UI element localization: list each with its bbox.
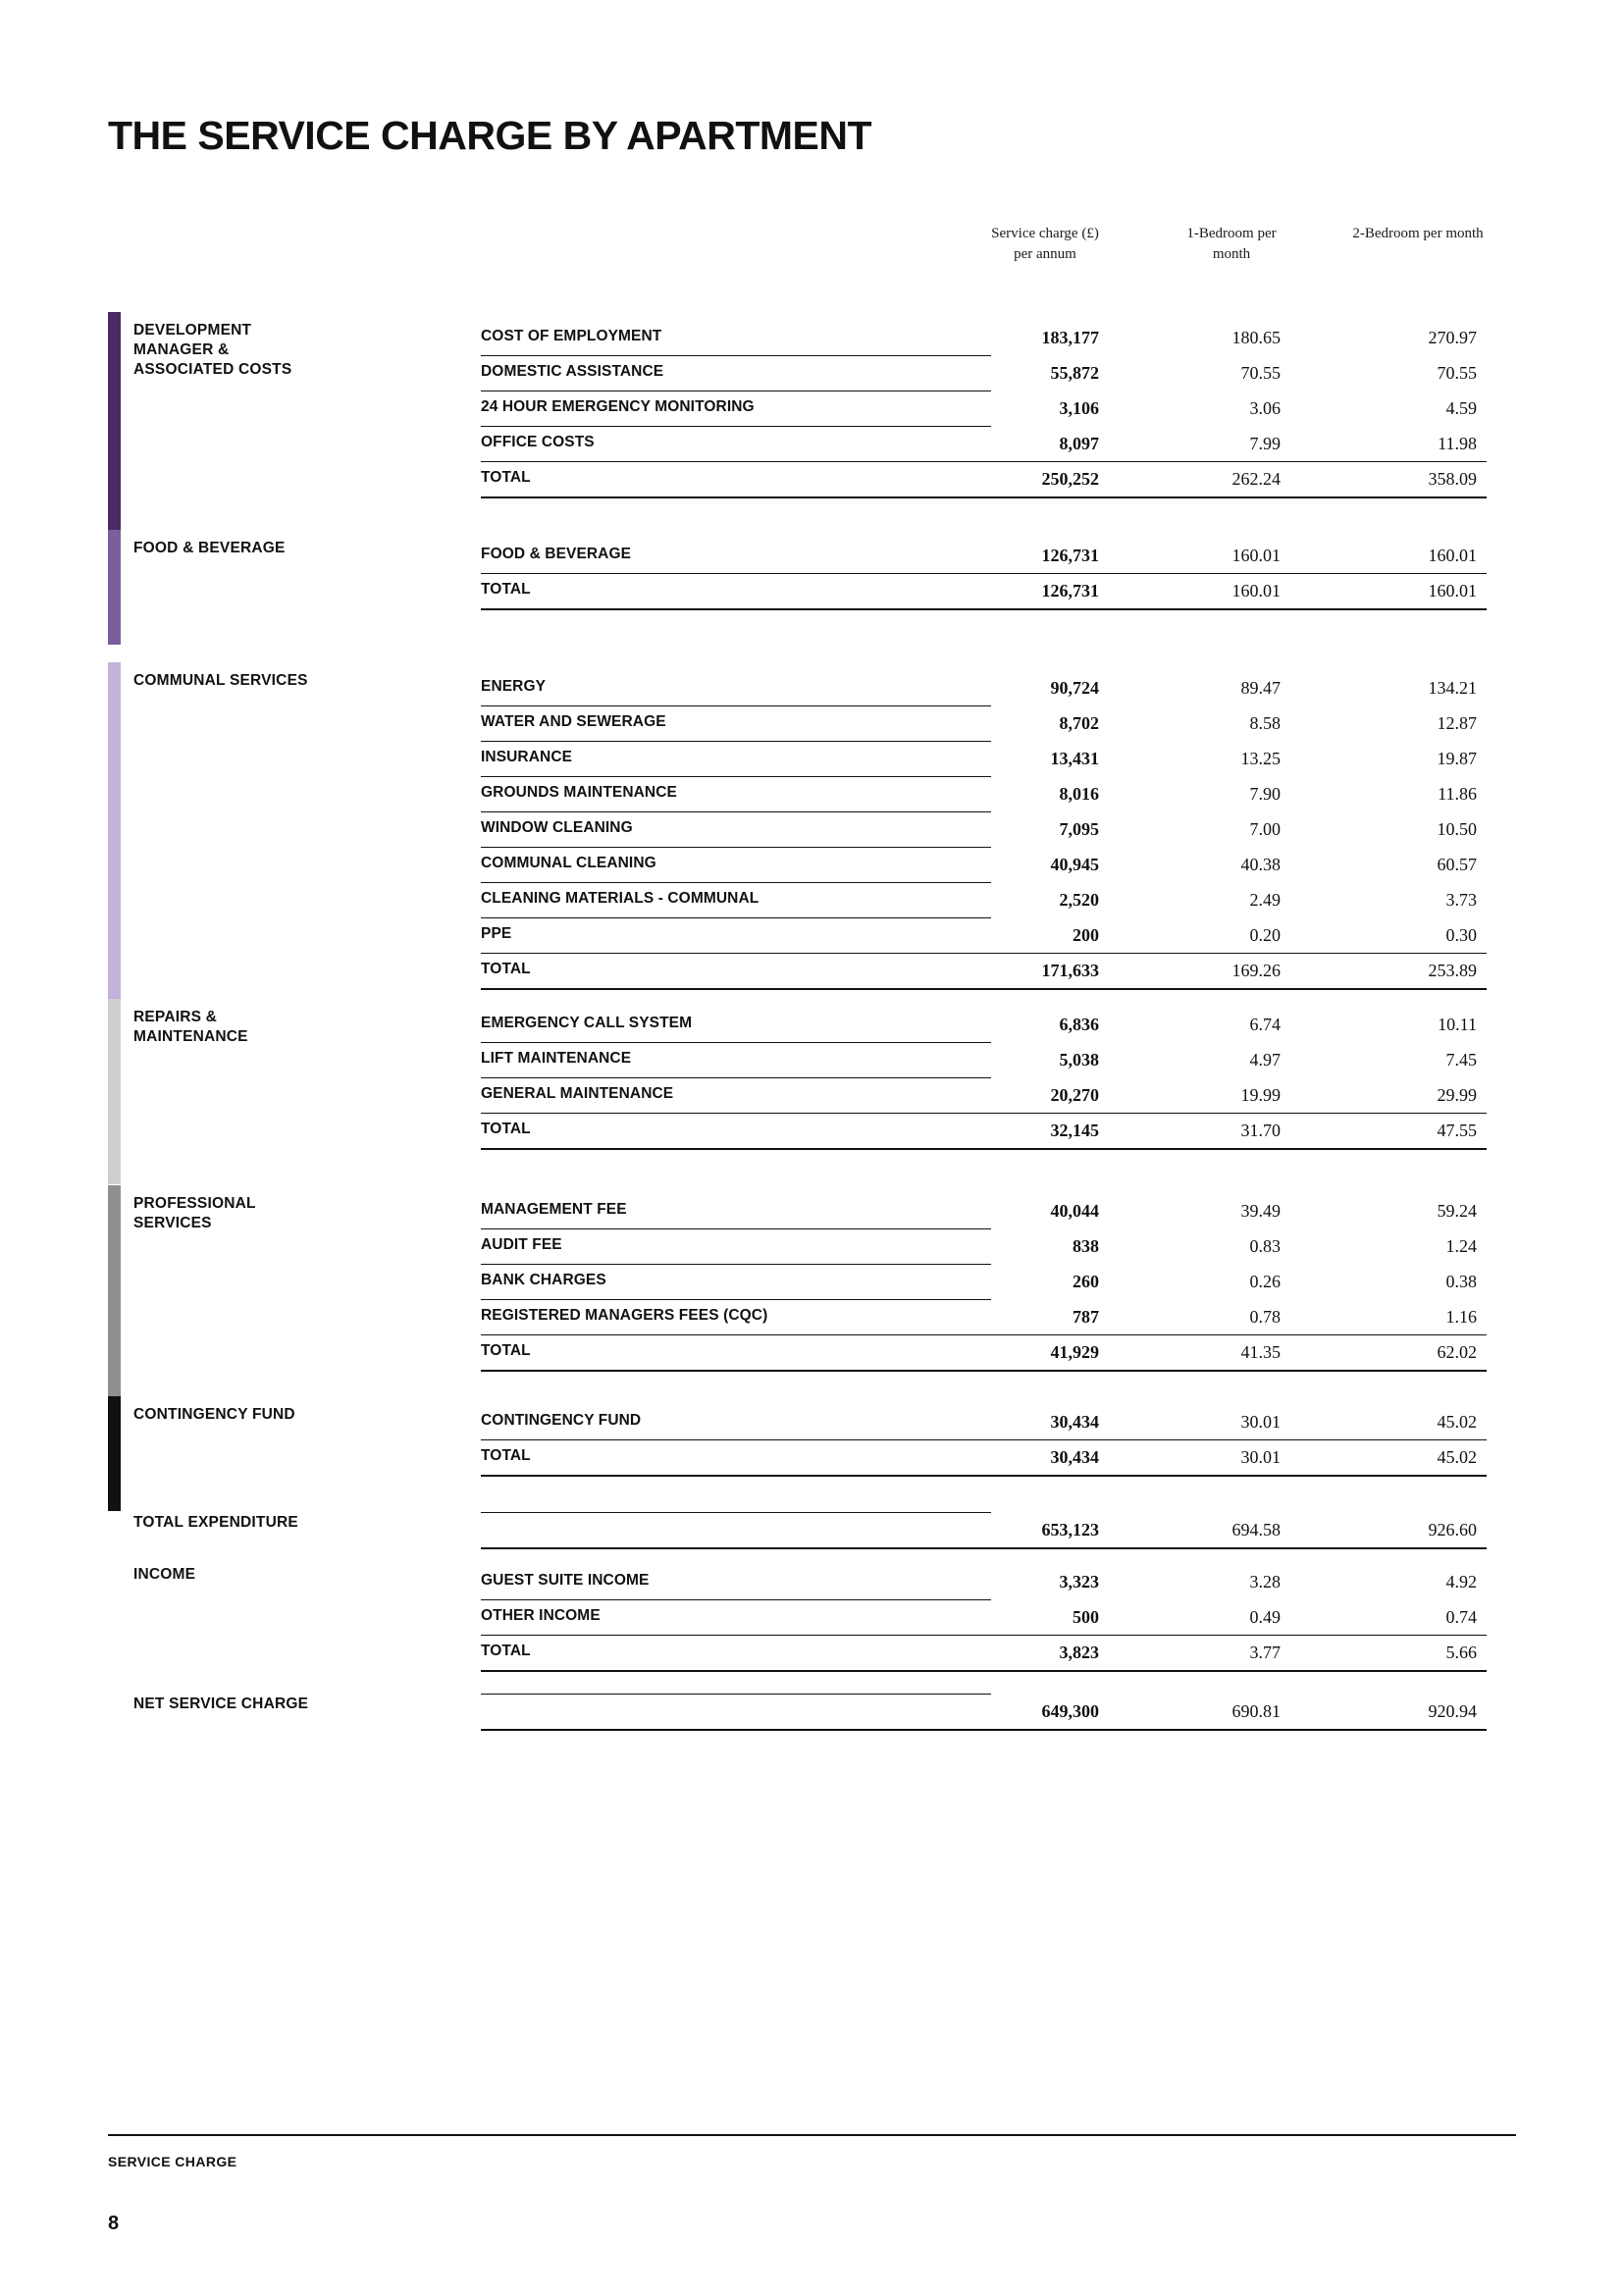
- group-label: CONTINGENCY FUND: [133, 1406, 295, 1423]
- row-rule: [481, 917, 991, 918]
- row-value-annum: 3,823: [1059, 1643, 1099, 1662]
- row-value-1bed: 169.26: [1231, 961, 1281, 980]
- row-value-annum: 8,702: [1059, 713, 1099, 733]
- row-rule: [481, 1599, 991, 1600]
- row-rule: [481, 1113, 1487, 1114]
- row-value-annum: 8,016: [1059, 784, 1099, 804]
- row-label: GROUNDS MAINTENANCE: [481, 784, 677, 801]
- row-rule: [481, 776, 991, 777]
- table-row: [481, 674, 1487, 709]
- row-value-1bed: 7.00: [1249, 819, 1281, 839]
- row-value-2bed: 3.73: [1445, 890, 1477, 910]
- row-value-2bed: 4.59: [1445, 398, 1477, 418]
- row-rule: [481, 847, 991, 848]
- row-value-annum: 838: [1073, 1236, 1099, 1256]
- row-label: TOTAL: [481, 1447, 531, 1464]
- row-value-1bed: 690.81: [1231, 1701, 1281, 1721]
- row-label: 24 HOUR EMERGENCY MONITORING: [481, 398, 755, 415]
- row-rule: [481, 355, 991, 356]
- row-value-annum: 20,270: [1050, 1085, 1099, 1105]
- row-rule: [481, 1547, 1487, 1549]
- row-value-2bed: 45.02: [1437, 1447, 1477, 1467]
- row-rule: [481, 1299, 991, 1300]
- table-row: [481, 359, 1487, 394]
- row-rule: [481, 1334, 1487, 1335]
- row-value-1bed: 7.90: [1249, 784, 1281, 804]
- row-label: PPE: [481, 925, 512, 942]
- row-rule: [481, 953, 1487, 954]
- row-label: INSURANCE: [481, 749, 573, 765]
- row-rule: [481, 882, 991, 883]
- table-row: [481, 1697, 1487, 1733]
- row-value-2bed: 160.01: [1428, 546, 1477, 565]
- group-rows: [481, 324, 1487, 500]
- table-row: [481, 780, 1487, 815]
- row-value-2bed: 12.87: [1437, 713, 1477, 733]
- row-value-2bed: 134.21: [1428, 678, 1477, 698]
- row-value-1bed: 180.65: [1231, 328, 1281, 347]
- row-value-annum: 126,731: [1041, 581, 1099, 600]
- table-row: [481, 1197, 1487, 1232]
- row-label: BANK CHARGES: [481, 1272, 606, 1288]
- row-value-1bed: 7.99: [1249, 434, 1281, 453]
- group-label: TOTAL EXPENDITURE: [133, 1514, 298, 1531]
- page-number: 8: [108, 2213, 120, 2234]
- row-rule: [481, 705, 991, 706]
- row-rule-top: [481, 1694, 991, 1695]
- row-rule: [481, 496, 1487, 498]
- row-rule: [481, 461, 1487, 462]
- group-label: COMMUNAL SERVICES: [133, 672, 308, 689]
- row-rule: [481, 988, 1487, 990]
- row-value-annum: 200: [1073, 925, 1099, 945]
- row-label: REGISTERED MANAGERS FEES (CQC): [481, 1307, 768, 1324]
- group-label: REPAIRS & MAINTENANCE: [133, 1009, 248, 1045]
- group-rows: [481, 674, 1487, 992]
- row-rule: [481, 1370, 1487, 1372]
- table-group: [0, 1568, 1624, 1674]
- row-value-2bed: 1.16: [1445, 1307, 1477, 1327]
- table-group: [0, 1697, 1624, 1733]
- table-row: [481, 430, 1487, 465]
- row-value-annum: 260: [1073, 1272, 1099, 1291]
- row-rule: [481, 1148, 1487, 1150]
- row-value-1bed: 4.97: [1249, 1050, 1281, 1070]
- column-header-1bed: 1-Bedroom per month: [1186, 226, 1277, 262]
- row-value-2bed: 358.09: [1428, 469, 1477, 489]
- table-group: [0, 542, 1624, 612]
- column-header-2bed: 2-Bedroom per month: [1352, 226, 1484, 241]
- row-value-2bed: 920.94: [1428, 1701, 1477, 1721]
- row-value-1bed: 3.06: [1249, 398, 1281, 418]
- row-label: MANAGEMENT FEE: [481, 1201, 627, 1218]
- row-value-2bed: 5.66: [1445, 1643, 1477, 1662]
- row-label: CONTINGENCY FUND: [481, 1412, 642, 1429]
- row-label: OFFICE COSTS: [481, 434, 595, 450]
- row-value-annum: 40,945: [1050, 855, 1099, 874]
- row-value-annum: 2,520: [1059, 890, 1099, 910]
- row-rule: [481, 1635, 1487, 1636]
- row-label: COST OF EMPLOYMENT: [481, 328, 662, 344]
- table-group: [0, 1011, 1624, 1152]
- row-value-2bed: 11.98: [1438, 434, 1477, 453]
- footer-label: SERVICE CHARGE: [108, 2154, 237, 2169]
- group-color-bar: [108, 1396, 121, 1511]
- row-value-2bed: 926.60: [1428, 1520, 1477, 1539]
- row-value-2bed: 62.02: [1437, 1342, 1477, 1362]
- row-value-1bed: 40.38: [1240, 855, 1281, 874]
- row-value-annum: 653,123: [1041, 1520, 1099, 1539]
- table-row: [481, 745, 1487, 780]
- row-label: FOOD & BEVERAGE: [481, 546, 632, 562]
- row-value-1bed: 3.77: [1249, 1643, 1281, 1662]
- table-row: [481, 1603, 1487, 1639]
- table-group: [0, 324, 1624, 500]
- table-row: [481, 886, 1487, 921]
- row-rule: [481, 811, 991, 812]
- group-label: FOOD & BEVERAGE: [133, 540, 286, 556]
- row-value-1bed: 0.20: [1249, 925, 1281, 945]
- group-label: INCOME: [133, 1566, 196, 1583]
- row-value-1bed: 41.35: [1240, 1342, 1281, 1362]
- row-rule: [481, 741, 991, 742]
- row-value-2bed: 10.11: [1438, 1015, 1477, 1034]
- table-row: [481, 851, 1487, 886]
- row-value-annum: 5,038: [1059, 1050, 1099, 1070]
- row-rule: [481, 1077, 991, 1078]
- group-label: DEVELOPMENT MANAGER & ASSOCIATED COSTS: [133, 322, 292, 378]
- row-label: LIFT MAINTENANCE: [481, 1050, 632, 1067]
- row-value-1bed: 89.47: [1240, 678, 1281, 698]
- group-color-bar: [108, 999, 121, 1184]
- row-value-annum: 649,300: [1041, 1701, 1099, 1721]
- row-value-1bed: 30.01: [1240, 1412, 1281, 1432]
- table-row: [481, 709, 1487, 745]
- row-label: TOTAL: [481, 1121, 531, 1137]
- row-value-1bed: 19.99: [1240, 1085, 1281, 1105]
- group-rows: [481, 1408, 1487, 1479]
- row-value-1bed: 0.78: [1249, 1307, 1281, 1327]
- row-value-1bed: 0.26: [1249, 1272, 1281, 1291]
- row-value-annum: 13,431: [1050, 749, 1099, 768]
- row-rule: [481, 1042, 991, 1043]
- row-value-2bed: 4.92: [1445, 1572, 1477, 1592]
- row-value-1bed: 694.58: [1231, 1520, 1281, 1539]
- row-value-2bed: 59.24: [1437, 1201, 1477, 1221]
- row-label: GENERAL MAINTENANCE: [481, 1085, 674, 1102]
- column-header-annum: Service charge (£) per annum: [991, 226, 1099, 262]
- table-row: [481, 1046, 1487, 1081]
- group-rows: [481, 1011, 1487, 1152]
- row-value-annum: 41,929: [1050, 1342, 1099, 1362]
- row-value-annum: 55,872: [1050, 363, 1099, 383]
- row-value-annum: 183,177: [1041, 328, 1099, 347]
- row-value-1bed: 8.58: [1249, 713, 1281, 733]
- row-value-1bed: 70.55: [1240, 363, 1281, 383]
- row-value-2bed: 0.38: [1445, 1272, 1477, 1291]
- row-label: TOTAL: [481, 1643, 531, 1659]
- row-value-1bed: 31.70: [1240, 1121, 1281, 1140]
- row-value-2bed: 29.99: [1437, 1085, 1477, 1105]
- row-rule: [481, 1439, 1487, 1440]
- table-row: [481, 1232, 1487, 1268]
- table-row: [481, 1408, 1487, 1443]
- row-value-2bed: 0.30: [1445, 925, 1477, 945]
- row-value-2bed: 60.57: [1437, 855, 1477, 874]
- row-value-2bed: 7.45: [1445, 1050, 1477, 1070]
- row-label: DOMESTIC ASSISTANCE: [481, 363, 664, 380]
- row-value-annum: 787: [1073, 1307, 1099, 1327]
- group-label: NET SERVICE CHARGE: [133, 1696, 309, 1712]
- footer-divider: [108, 2134, 1516, 2136]
- table-row: [481, 957, 1487, 992]
- group-rows: [481, 542, 1487, 612]
- row-rule-top: [481, 1512, 991, 1513]
- row-value-1bed: 0.83: [1249, 1236, 1281, 1256]
- group-color-bar: [108, 530, 121, 645]
- row-value-1bed: 160.01: [1231, 546, 1281, 565]
- group-color-bar: [108, 312, 121, 533]
- table-row: [481, 1117, 1487, 1152]
- table-row: [481, 1303, 1487, 1338]
- group-rows: [481, 1197, 1487, 1374]
- row-label: ENERGY: [481, 678, 547, 695]
- row-value-annum: 6,836: [1059, 1015, 1099, 1034]
- row-value-2bed: 11.86: [1438, 784, 1477, 804]
- table-group: [0, 1197, 1624, 1374]
- row-value-annum: 500: [1073, 1607, 1099, 1627]
- row-value-annum: 8,097: [1059, 434, 1099, 453]
- row-value-annum: 30,434: [1050, 1447, 1099, 1467]
- row-value-1bed: 3.28: [1249, 1572, 1281, 1592]
- row-value-1bed: 160.01: [1231, 581, 1281, 600]
- row-label: TOTAL: [481, 469, 531, 486]
- row-label: COMMUNAL CLEANING: [481, 855, 656, 871]
- row-value-2bed: 1.24: [1445, 1236, 1477, 1256]
- table-row: [481, 394, 1487, 430]
- row-rule: [481, 1729, 1487, 1731]
- row-value-2bed: 0.74: [1445, 1607, 1477, 1627]
- row-value-annum: 40,044: [1050, 1201, 1099, 1221]
- table-row: [481, 921, 1487, 957]
- table-row: [481, 465, 1487, 500]
- row-value-annum: 171,633: [1041, 961, 1099, 980]
- row-label: WINDOW CLEANING: [481, 819, 633, 836]
- row-value-2bed: 270.97: [1428, 328, 1477, 347]
- group-color-bar: [108, 662, 121, 1024]
- row-label: TOTAL: [481, 581, 531, 598]
- group-label: PROFESSIONAL SERVICES: [133, 1195, 256, 1231]
- row-label: AUDIT FEE: [481, 1236, 562, 1253]
- row-rule: [481, 1670, 1487, 1672]
- row-value-1bed: 0.49: [1249, 1607, 1281, 1627]
- row-value-annum: 126,731: [1041, 546, 1099, 565]
- row-rule: [481, 1228, 991, 1229]
- row-rule: [481, 426, 991, 427]
- row-value-annum: 250,252: [1041, 469, 1099, 489]
- row-value-1bed: 13.25: [1240, 749, 1281, 768]
- table-row: [481, 1338, 1487, 1374]
- group-rows: [481, 1516, 1487, 1551]
- row-value-annum: 32,145: [1050, 1121, 1099, 1140]
- row-value-1bed: 262.24: [1231, 469, 1281, 489]
- row-value-annum: 3,106: [1059, 398, 1099, 418]
- page-title: THE SERVICE CHARGE BY APARTMENT: [108, 113, 872, 158]
- row-value-2bed: 160.01: [1428, 581, 1477, 600]
- row-value-1bed: 6.74: [1249, 1015, 1281, 1034]
- table-group: [0, 674, 1624, 992]
- table-row: [481, 1443, 1487, 1479]
- table-row: [481, 1011, 1487, 1046]
- row-label: OTHER INCOME: [481, 1607, 601, 1624]
- group-color-bar: [108, 1185, 121, 1406]
- table-row: [481, 577, 1487, 612]
- row-value-2bed: 45.02: [1437, 1412, 1477, 1432]
- row-value-annum: 3,323: [1059, 1572, 1099, 1592]
- row-value-1bed: 39.49: [1240, 1201, 1281, 1221]
- table-row: [481, 1568, 1487, 1603]
- row-value-2bed: 47.55: [1437, 1121, 1477, 1140]
- row-value-1bed: 30.01: [1240, 1447, 1281, 1467]
- row-label: TOTAL: [481, 961, 531, 977]
- table-group: [0, 1408, 1624, 1479]
- row-value-annum: 90,724: [1050, 678, 1099, 698]
- table-group: [0, 1516, 1624, 1551]
- row-label: WATER AND SEWERAGE: [481, 713, 666, 730]
- row-value-2bed: 19.87: [1437, 749, 1477, 768]
- row-value-2bed: 10.50: [1437, 819, 1477, 839]
- row-value-annum: 30,434: [1050, 1412, 1099, 1432]
- row-value-annum: 7,095: [1059, 819, 1099, 839]
- table-row: [481, 1516, 1487, 1551]
- row-value-2bed: 70.55: [1437, 363, 1477, 383]
- table-row: [481, 1268, 1487, 1303]
- row-label: EMERGENCY CALL SYSTEM: [481, 1015, 693, 1031]
- table-row: [481, 324, 1487, 359]
- row-rule: [481, 573, 1487, 574]
- row-rule: [481, 1475, 1487, 1477]
- table-row: [481, 1639, 1487, 1674]
- row-rule: [481, 1264, 991, 1265]
- row-label: CLEANING MATERIALS - COMMUNAL: [481, 890, 760, 907]
- table-row: [481, 1081, 1487, 1117]
- row-label: GUEST SUITE INCOME: [481, 1572, 650, 1589]
- row-value-1bed: 2.49: [1249, 890, 1281, 910]
- row-value-2bed: 253.89: [1428, 961, 1477, 980]
- table-row: [481, 815, 1487, 851]
- row-rule: [481, 608, 1487, 610]
- group-rows: [481, 1697, 1487, 1733]
- row-label: TOTAL: [481, 1342, 531, 1359]
- table-row: [481, 542, 1487, 577]
- group-rows: [481, 1568, 1487, 1674]
